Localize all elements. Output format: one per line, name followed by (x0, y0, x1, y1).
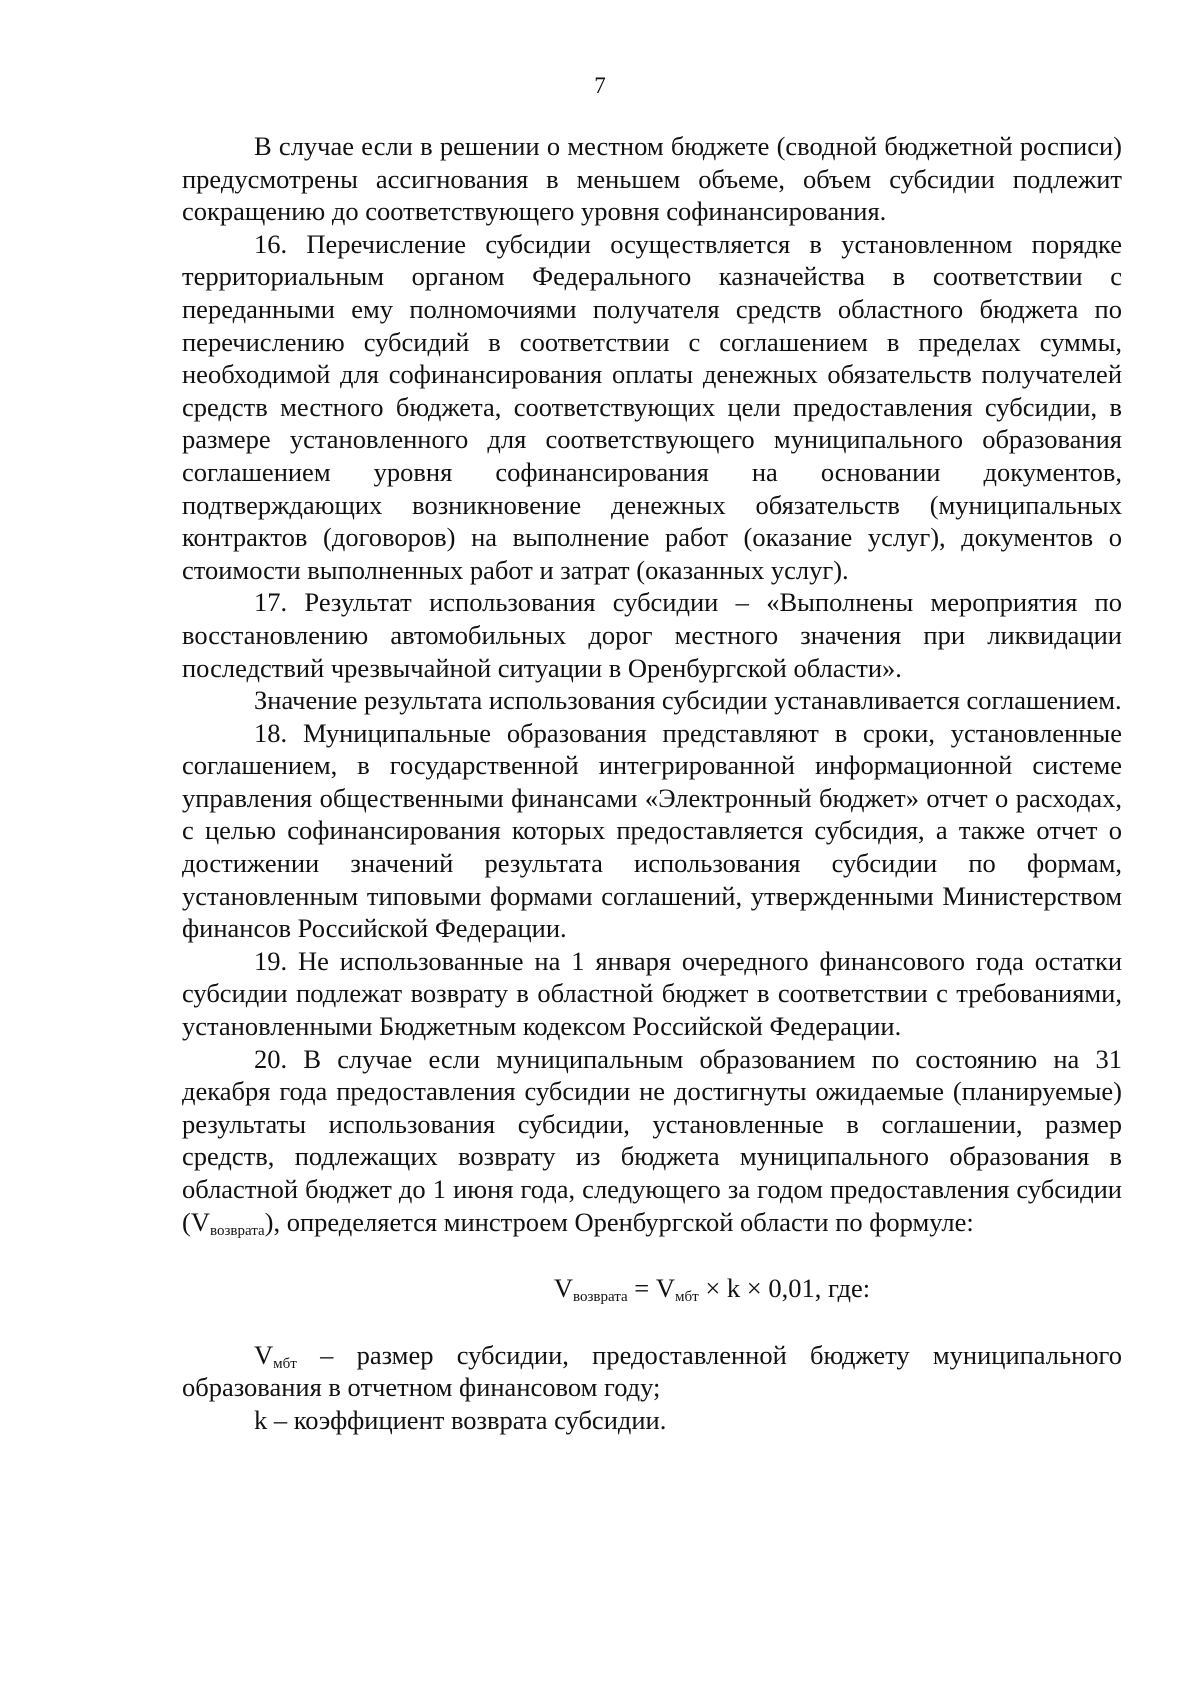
def-vmbt-text: – размер субсидии, предоставленной бюджету муниципального образования в отчетном финансовом году; (182, 1339, 1122, 1403)
def-vmbt-subscript: мбт (273, 1355, 297, 1372)
page-number: 7 (594, 73, 606, 98)
formula-rhs-var: V (655, 1273, 676, 1304)
paragraph-budget-reduction: В случае если в решении о местном бюджете (сводной бюджетной росписи) предусмотрены ассигнования в меньшем объеме, объем субсидии подлежит сокращению до соответствующего уровня софинансирования. (182, 131, 1122, 227)
paragraph-result-value: Значение результата использования субсидии устанавливается соглашением. (254, 685, 1122, 716)
paragraph-16-transfer: 16. Перечисление субсидии осуществляется в установленном порядке территориальным органом Федерального казначейства в соответствии с переданными ему полномочиями получателя средств областного бюджета по перечислению субсидий в соответствии с соглашением в пределах суммы, необходимой для софинансирования оплаты денежных обязательств получателей средств местного бюджета, соответствующих цели предоставления субсидии, в размере установленного для соответствующего муниципального образования соглашением уровня софинансирования на основании документов, подтверждающих возникновение денежных обязательств (муниципальных контрактов (договоров) на выполнение работ (оказание услуг), документов о стоимости выполненных работ и затрат (оказанных услуг). (182, 228, 1122, 585)
formula-lhs-var: V (553, 1273, 574, 1304)
p20-var: V (190, 1206, 210, 1237)
formula-equals: = (627, 1273, 656, 1304)
p20-text-before: 20. В случае если муниципальным образованием по состоянию на 31 декабря года предоставления субсидии не достигнуты ожидаемые (планируемые) результаты использования субсидии, установленные в соглашении, размер средств, подлежащих возврату из бюджета муниципального образования в областной бюджет до 1 июня года, следующего за годом предоставления субсидии ( (182, 1043, 1122, 1237)
paragraph-17-result: 17. Результат использования субсидии – «Выполнены мероприятия по восстановлению автомобильных дорог местного значения при ликвидации последствий чрезвычайной ситуации в Оренбургской области». (182, 587, 1122, 683)
p20-text-after: ), определяется минстроем Оренбургской области по формуле: (264, 1206, 974, 1237)
formula-rhs-subscript: мбт (675, 1289, 699, 1306)
formula-lhs-subscript: возврата (573, 1289, 628, 1306)
document-body (182, 130, 1122, 1437)
paragraph-19-remainder: 19. Не использованные на 1 января очередного финансового года остатки субсидии подлежат возврату в областной бюджет в соответствии с требованиями, установленными Бюджетным кодексом Российской Федерации. (182, 945, 1122, 1042)
p20-var-subscript: возврата (209, 1222, 265, 1239)
paragraph-20-refund (182, 1043, 1122, 1239)
definition-vmbt (182, 1339, 1122, 1404)
definition-k: k – коэффициент возврата субсидии. (254, 1404, 667, 1435)
def-vmbt-var: V (254, 1339, 274, 1370)
refund-formula (182, 1272, 1122, 1305)
formula-rest: × k × 0,01, где: (698, 1273, 871, 1304)
paragraph-18-reports: 18. Муниципальные образования представляют в сроки, установленные соглашением, в государственной интегрированной информационной системе управления общественными финансами «Электронный бюджет» отчет о расходах, с целью софинансирования которых предоставляется субсидия, а также отчет о достижении значений результата использования субсидии по формам, установленным типовыми формами соглашений, утвержденными Министерством финансов Российской Федерации. (182, 717, 1122, 944)
